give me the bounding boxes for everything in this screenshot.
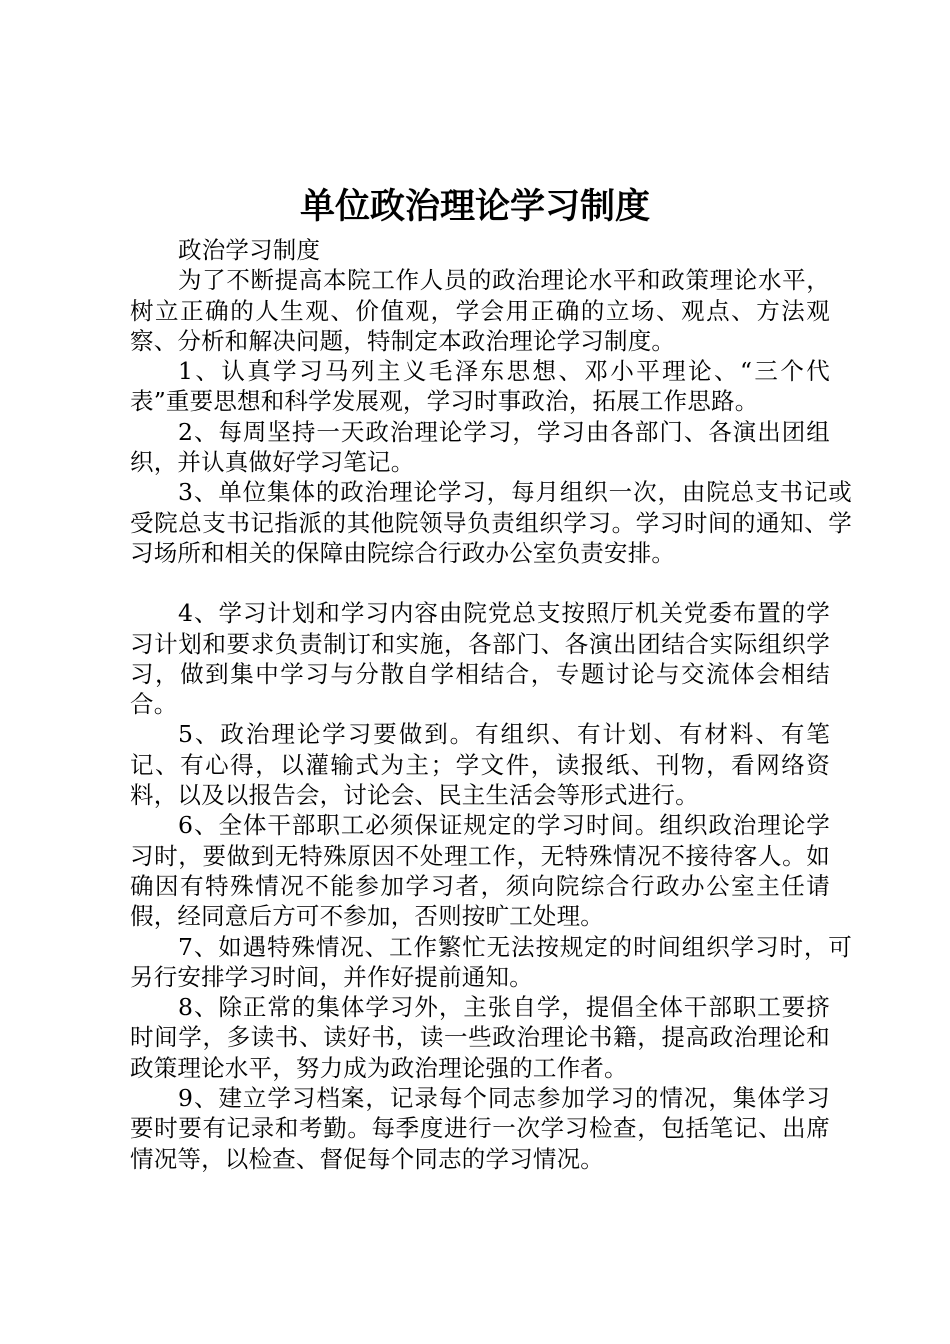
paragraph-item-1: 1、认真学习马列主义毛泽东思想、邓小平理论、“三个代表”重要思想和科学发展观，学习时事政治，拓展工作思路。	[130, 357, 830, 416]
paragraph-item-8: 8、除正常的集体学习外，主张自学，提倡全体干部职工要挤时间学，多读书、读好书，读一些政治理论书籍，提高政治理论和政策理论水平，努力成为政治理论强的工作者。	[130, 993, 830, 1082]
paragraph-item-5: 5、政治理论学习要做到。有组织、有计划、有材料、有笔记、有心得，以灌输式为主；学文件，读报纸、刊物，看网络资料，以及以报告会，讨论会、民主生活会等形式进行。	[130, 720, 830, 810]
paragraph-intro: 为了不断提高本院工作人员的政治理论水平和政策理论水平，树立正确的人生观、价值观，学会用正确的立场、观点、方法观察、分析和解决问题，特制定本政治理论学习制度。	[130, 266, 830, 355]
paragraph-subtitle: 政治学习制度	[178, 236, 321, 264]
paragraph-item-2: 2、每周坚持一天政治理论学习，学习由各部门、各演出团组织，并认真做好学习笔记。	[130, 417, 830, 477]
document-title: 单位政治理论学习制度	[299, 186, 650, 227]
document-body	[130, 235, 852, 1174]
paragraph-item-4: 4、学习计划和学习内容由院党总支按照厅机关党委布置的学习计划和要求负责制订和实施，各部门、各演出团结合实际组织学习，做到集中学习与分散自学相结合，专题讨论与交流体会相结合。	[130, 599, 830, 719]
paragraph-item-6: 6、全体干部职工必须保证规定的学习时间。组织政治理论学习时，要做到无特殊原因不处理工作，无特殊情况不接待客人。如确因有特殊情况不能参加学习者，须向院综合行政办公室主任请假，经同意后方可不参加，否则按旷工处理。	[130, 811, 830, 931]
paragraph-spacer	[130, 568, 830, 598]
paragraph-item-9: 9、建立学习档案，记录每个同志参加学习的情况，集体学习要时要有记录和考勤。每季度进行一次学习检查，包括笔记、出席情况等，以检查、督促每个同志的学习情况。	[130, 1084, 830, 1173]
paragraph-item-7: 7、如遇特殊情况、工作繁忙无法按规定的时间组织学习时，可另行安排学习时间，并作好提前通知。	[130, 932, 852, 991]
paragraph-item-3: 3、单位集体的政治理论学习，每月组织一次，由院总支书记或受院总支书记指派的其他院领导负责组织学习。学习时间的通知、学习场所和相关的保障由院综合行政办公室负责安排。	[130, 478, 852, 567]
